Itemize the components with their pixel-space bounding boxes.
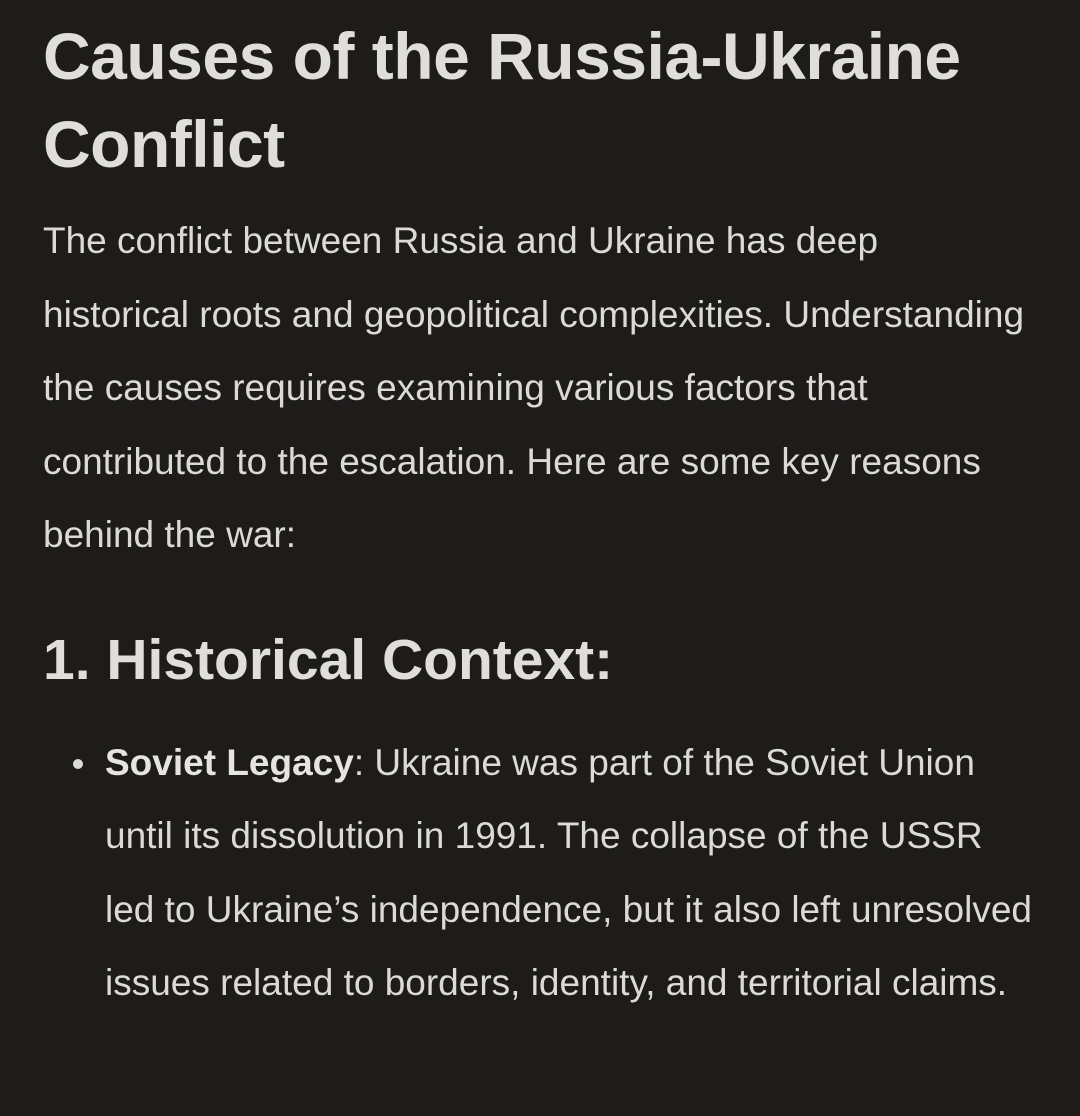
list-item-separator: :	[353, 741, 365, 783]
article-content	[43, 12, 1043, 1020]
list-item-term: Soviet Legacy	[105, 741, 354, 783]
article-title: Causes of the Russia-Ukraine Conflict	[43, 19, 961, 181]
list-item-text: Ukraine was part of the Soviet Union until its dissolution in 1991. The collapse of the USSR led to Ukraine’s independence, but it also left unresolved issues related to borders, identity, and territorial claims.	[105, 741, 1032, 1003]
section-heading: 1. Historical Context:	[43, 627, 614, 692]
bullet-icon	[73, 759, 83, 769]
list-item	[105, 726, 1040, 1020]
intro-paragraph: The conflict between Russia and Ukraine has deep historical roots and geopolitical complexities. Understanding the causes requires examining various factors that contributed to the escalation. Here are some key reasons behind the war:	[43, 220, 1025, 555]
bullet-list	[43, 726, 1043, 1020]
